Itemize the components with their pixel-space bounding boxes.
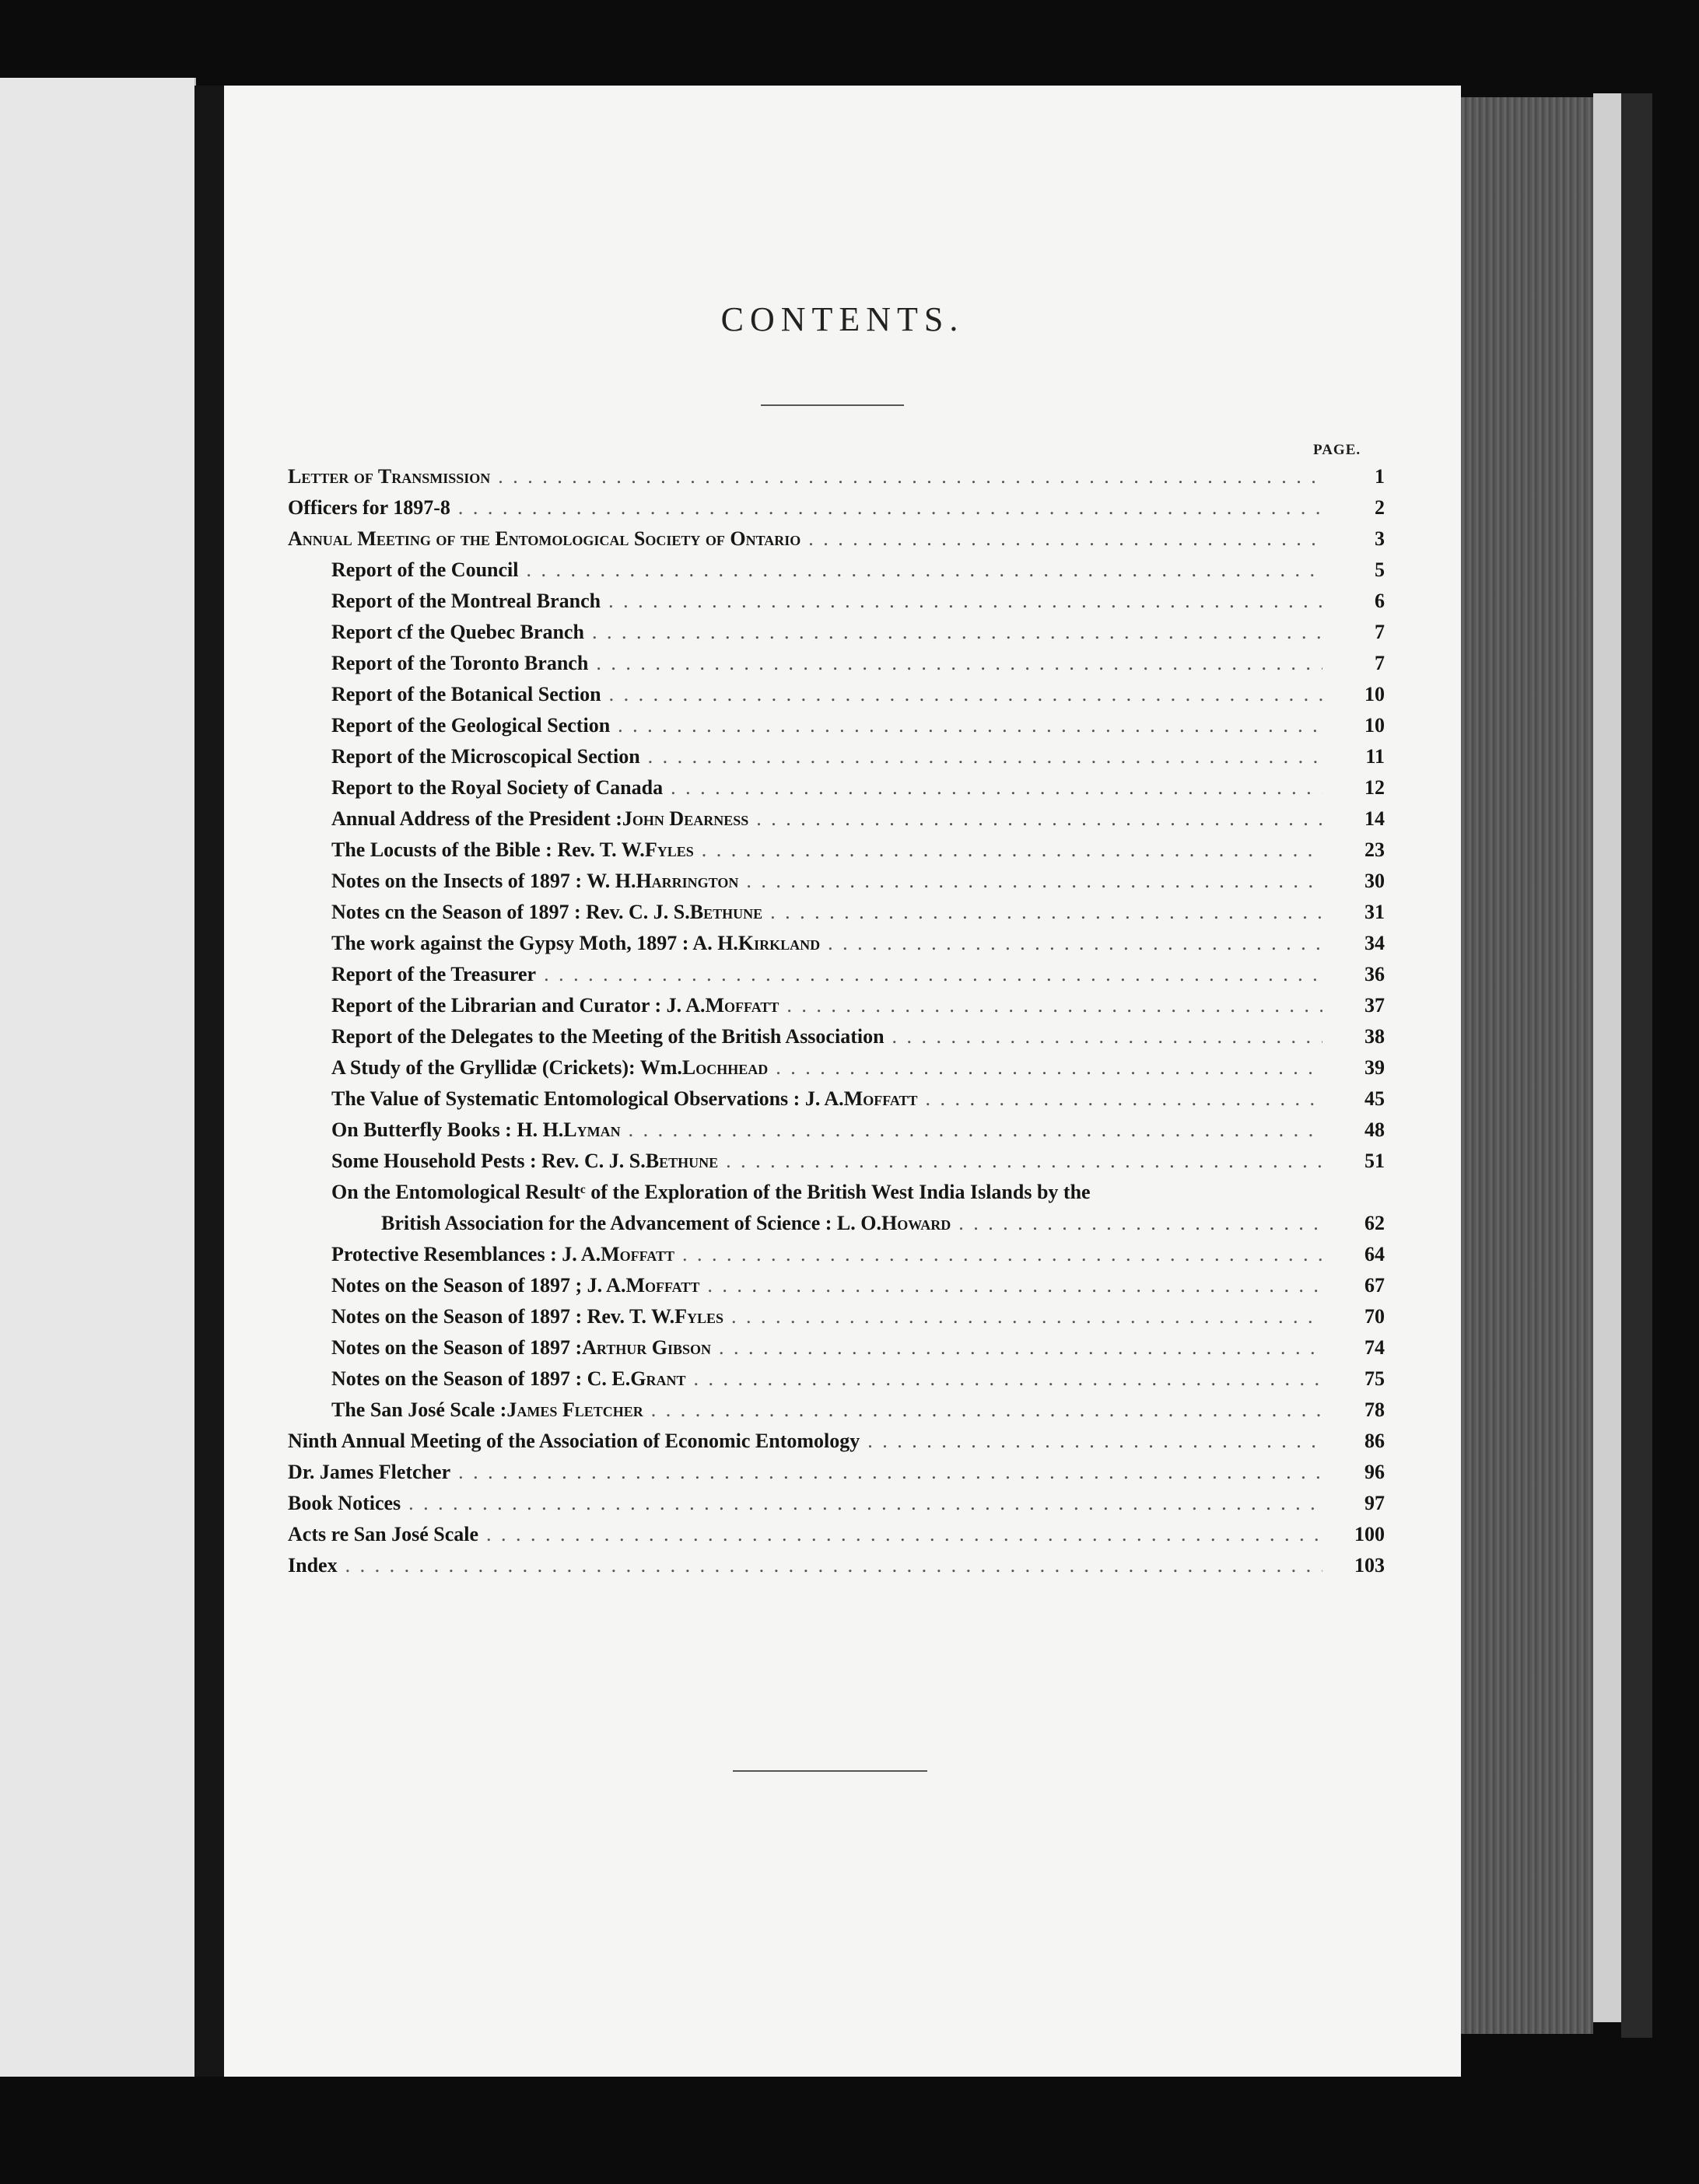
dot-leader [526, 558, 1322, 582]
toc-entry-title: Report of the Montreal Branch [331, 590, 601, 612]
toc-entry [288, 1398, 1385, 1430]
facing-page [0, 78, 196, 2077]
dot-leader [648, 745, 1322, 768]
dot-leader [408, 1492, 1322, 1515]
toc-entry-title: Letter of Transmission [288, 465, 491, 488]
toc-page-number: 31 [1364, 901, 1385, 923]
toc-page-number: 45 [1364, 1087, 1385, 1110]
dot-leader [544, 963, 1322, 986]
end-rule [733, 1770, 927, 1772]
toc-page-number: 30 [1364, 870, 1385, 892]
toc-entry-author: Moffatt [843, 1087, 918, 1110]
toc-page-number: 62 [1364, 1212, 1385, 1234]
dot-leader [926, 1087, 1322, 1111]
toc-page-number: 34 [1364, 932, 1385, 954]
toc-entry-author: Grant [630, 1367, 686, 1390]
dot-leader [808, 527, 1322, 551]
toc-entry [288, 1554, 1385, 1585]
toc-entry-title: Protective Resemblances : J. A. [331, 1243, 601, 1265]
dot-leader [671, 776, 1322, 800]
toc-entry [288, 1181, 1385, 1212]
dot-leader [693, 1367, 1322, 1391]
toc-page-number: 96 [1364, 1461, 1385, 1483]
toc-entry-title: Report cf the Quebec Branch [331, 621, 584, 643]
toc-entry [288, 994, 1385, 1025]
title-rule [761, 404, 904, 406]
dot-leader [629, 1118, 1322, 1142]
toc-page-number: 38 [1364, 1025, 1385, 1048]
toc-entry [288, 1212, 1385, 1243]
toc-entry-author: Fyles [644, 838, 694, 861]
dot-leader [498, 465, 1322, 488]
toc-entry [288, 1523, 1385, 1554]
dot-leader [726, 1150, 1322, 1173]
toc-entry [288, 1336, 1385, 1367]
cover-edge [1621, 93, 1652, 2038]
toc-entry-title: Annual Address of the President : [331, 807, 622, 830]
toc-entry-title: Notes on the Season of 1897 ; J. A. [331, 1274, 626, 1297]
toc-page-number: 2 [1375, 496, 1385, 519]
dot-leader [486, 1523, 1322, 1546]
toc-page-number: 100 [1354, 1523, 1385, 1545]
dot-leader [608, 590, 1322, 613]
dot-leader [707, 1274, 1322, 1297]
toc-entry [288, 901, 1385, 932]
dot-leader [596, 652, 1322, 675]
toc-entry-title: Report of the Microscopical Section [331, 745, 640, 768]
page-edges [1461, 97, 1593, 2034]
toc-page-number: 64 [1364, 1243, 1385, 1265]
dot-leader [867, 1430, 1322, 1453]
toc-entry-title: Report of the Delegates to the Meeting of the British Association [331, 1025, 885, 1048]
toc-entry-author: Howard [881, 1212, 951, 1234]
toc-entry [288, 621, 1385, 652]
toc-entry [288, 590, 1385, 621]
toc-entry-title: Report of the Council [331, 558, 519, 581]
toc-entry-author: Fyles [674, 1305, 723, 1328]
toc-entry [288, 1274, 1385, 1305]
toc-entry [288, 1150, 1385, 1181]
toc-entry-title: British Association for the Advancement of Science : L. O. [381, 1212, 881, 1234]
toc-page-number: 67 [1364, 1274, 1385, 1297]
toc-entry-title: Dr. James Fletcher [288, 1461, 451, 1483]
toc-entry-title: The San José Scale : [331, 1398, 507, 1421]
dot-leader [702, 838, 1322, 862]
toc-entry-title: Report of the Treasurer [331, 963, 537, 985]
toc-entry [288, 1087, 1385, 1118]
dot-leader [682, 1243, 1322, 1266]
toc-page-number: 36 [1364, 963, 1385, 985]
dot-leader [756, 807, 1322, 831]
toc-entry [288, 932, 1385, 963]
dot-leader [786, 994, 1322, 1017]
toc-entry [288, 1461, 1385, 1492]
toc-entry-title: A Study of the Gryllidæ (Crickets): Wm. [331, 1056, 682, 1079]
dot-leader [618, 714, 1322, 737]
toc-page-number: 3 [1375, 527, 1385, 550]
dot-leader [746, 870, 1322, 893]
toc-entry [288, 1430, 1385, 1461]
toc-entry-author: Moffatt [601, 1243, 674, 1265]
dot-leader [958, 1212, 1322, 1235]
toc-entry-title: Book Notices [288, 1492, 401, 1514]
toc-entry [288, 870, 1385, 901]
toc-entry-title: Index [288, 1554, 338, 1577]
toc-page-number: 39 [1364, 1056, 1385, 1079]
toc-entry-author: Kirkland [737, 932, 821, 954]
dot-leader [828, 932, 1322, 955]
toc-entry-author: Bethune [645, 1150, 719, 1172]
toc-entry-title: Notes on the Season of 1897 : Rev. T. W. [331, 1305, 675, 1328]
toc-entry-title: Some Household Pests : Rev. C. J. S. [331, 1150, 646, 1172]
toc-page-number: 97 [1364, 1492, 1385, 1514]
dot-leader [458, 1461, 1322, 1484]
toc-entry-author: Bethune [689, 901, 763, 923]
toc-entry-title: Notes cn the Season of 1897 : Rev. C. J. S. [331, 901, 690, 923]
toc-entry [288, 496, 1385, 527]
toc-entry-title: On Butterfly Books : H. H. [331, 1118, 564, 1141]
toc-entry-title: Annual Meeting of the Entomological Society of Ontario [288, 527, 801, 550]
dot-leader [592, 621, 1322, 644]
toc-page-number: 48 [1364, 1118, 1385, 1141]
toc-page-number: 23 [1364, 838, 1385, 861]
toc-entry [288, 1305, 1385, 1336]
toc-entry [288, 776, 1385, 807]
toc-page-number: 70 [1364, 1305, 1385, 1328]
toc-entry [288, 1025, 1385, 1056]
page-edges-light [1593, 93, 1621, 2022]
toc-page-number: 7 [1375, 652, 1385, 674]
toc-entry-title: Acts re San José Scale [288, 1523, 479, 1545]
toc-entry-title: Report of the Toronto Branch [331, 652, 589, 674]
toc-entry-title: The work against the Gypsy Moth, 1897 : A. H. [331, 932, 738, 954]
dot-leader [458, 496, 1322, 520]
toc-page-number: 78 [1364, 1398, 1385, 1421]
toc-entry-title: Notes on the Season of 1897 : [331, 1336, 583, 1359]
toc-entry [288, 1118, 1385, 1150]
dot-leader [651, 1398, 1322, 1422]
toc-page-number: 6 [1375, 590, 1385, 612]
toc-entry-title: Report of the Geological Section [331, 714, 611, 737]
toc-entry [288, 558, 1385, 590]
toc-entry-title: Report of the Librarian and Curator : J. A. [331, 994, 706, 1017]
toc-entry-title: Notes on the Insects of 1897 : W. H. [331, 870, 636, 892]
toc-entry-title: On the Entomological Resultᶜ of the Exploration of the British West India Islands by the [331, 1181, 1091, 1203]
toc-entry [288, 745, 1385, 776]
toc-entry [288, 527, 1385, 558]
toc-page-number: 11 [1365, 745, 1385, 768]
dot-leader [345, 1554, 1322, 1577]
dot-leader [776, 1056, 1322, 1080]
page-column-header: PAGE. [1313, 442, 1361, 458]
toc-entry [288, 714, 1385, 745]
contents-list [288, 465, 1385, 1585]
toc-entry-author: Moffatt [705, 994, 779, 1017]
book-gutter [194, 86, 224, 2077]
toc-entry [288, 683, 1385, 714]
toc-page-number: 75 [1364, 1367, 1385, 1390]
dot-leader [609, 683, 1322, 706]
toc-page-number: 37 [1364, 994, 1385, 1017]
toc-entry [288, 652, 1385, 683]
dot-leader [770, 901, 1322, 924]
dot-leader [892, 1025, 1322, 1048]
toc-entry-title: Notes on the Season of 1897 : C. E. [331, 1367, 631, 1390]
toc-entry-author: James Fletcher [506, 1398, 643, 1421]
toc-entry [288, 1367, 1385, 1398]
toc-entry [288, 465, 1385, 496]
toc-entry-author: Lyman [563, 1118, 621, 1141]
dot-leader [731, 1305, 1322, 1328]
toc-entry [288, 1056, 1385, 1087]
toc-entry-author: Moffatt [625, 1274, 700, 1297]
toc-page-number: 10 [1364, 683, 1385, 705]
toc-page-number: 86 [1364, 1430, 1385, 1452]
toc-page-number: 12 [1364, 776, 1385, 799]
toc-page-number: 5 [1375, 558, 1385, 581]
dot-leader [719, 1336, 1322, 1360]
toc-entry [288, 838, 1385, 870]
toc-entry-title: Report to the Royal Society of Canada [331, 776, 664, 799]
toc-entry-author: John Dearness [622, 807, 749, 830]
toc-entry [288, 807, 1385, 838]
toc-entry [288, 1243, 1385, 1274]
toc-page-number: 103 [1354, 1554, 1385, 1577]
toc-entry-title: Report of the Botanical Section [331, 683, 601, 705]
toc-entry [288, 963, 1385, 994]
toc-entry-title: Ninth Annual Meeting of the Association of Economic Entomology [288, 1430, 860, 1452]
toc-page-number: 7 [1375, 621, 1385, 643]
toc-page-number: 14 [1364, 807, 1385, 830]
toc-entry-title: The Value of Systematic Entomological Observations : J. A. [331, 1087, 844, 1110]
toc-page-number: 74 [1364, 1336, 1385, 1359]
toc-page-number: 1 [1375, 465, 1385, 488]
toc-page-number: 10 [1364, 714, 1385, 737]
toc-entry-title: The Locusts of the Bible : Rev. T. W. [331, 838, 645, 861]
toc-entry-title: Officers for 1897-8 [288, 496, 450, 519]
toc-entry-author: Harrington [636, 870, 739, 892]
toc-entry-author: Lochhead [681, 1056, 769, 1079]
toc-entry-author: Arthur Gibson [582, 1336, 712, 1359]
toc-entry [288, 1492, 1385, 1523]
toc-page-number: 51 [1364, 1150, 1385, 1172]
page-title: CONTENTS. [720, 300, 965, 338]
